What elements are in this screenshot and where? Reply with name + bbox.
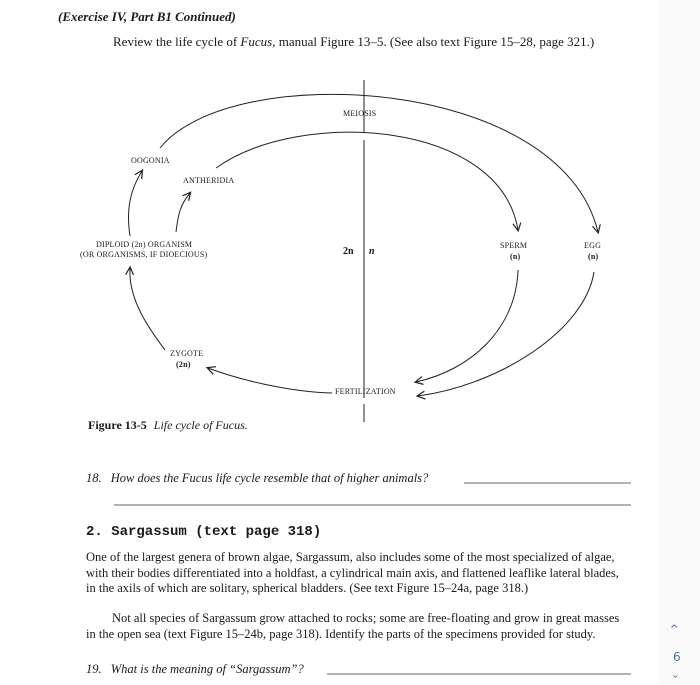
- question-18-number: 18.: [86, 471, 102, 485]
- figure-caption-label: Figure 13-5: [88, 418, 147, 432]
- sperm-label: SPERM: [500, 241, 528, 250]
- exercise-label: (Exercise IV, Part B1 Continued): [58, 9, 236, 24]
- arc-diploid-to-antheridia: [176, 193, 190, 232]
- zygote-label: ZYGOTE: [170, 349, 204, 358]
- egg-label: EGG: [584, 241, 602, 250]
- diploid-label-line1: DIPLOID (2n) ORGANISM: [96, 240, 193, 249]
- question-18-text: How does the Fucus life cycle resemble that of higher animals?: [110, 471, 429, 485]
- question-18: [86, 471, 428, 486]
- section-2-paragraph-1: One of the largest genera of brown algae, Sargassum, also includes some of the most specialized of algae, with their bodies differentiated into a holdfast, a cylindrical main axis, and flattened leaflike lateral blades, in the axils of which are solitary, spherical bladders. (See text Figure 15–24a, page 318.): [86, 550, 619, 595]
- intro-text-genus: Fucus: [240, 34, 273, 49]
- chevron-down-icon[interactable]: ‹: [668, 674, 682, 679]
- arc-egg-to-fertilization: [418, 272, 594, 396]
- section-2-paragraph-2: Not all species of Sargassum grow attached to rocks; some are free-floating and grow in great masses in the open sea (text Figure 15–24b, page 318). Identify the parts of the specimens provided for study.: [86, 611, 620, 641]
- arc-oogonia-to-egg: [160, 94, 598, 232]
- arc-sperm-to-fertilization: [416, 270, 518, 382]
- intro-text-c: , manual Figure 13–5. (See also text Figure 15–28, page 321.): [272, 34, 595, 49]
- fertilization-label: FERTILIZATION: [335, 387, 396, 396]
- arc-zygote-to-diploid: [130, 268, 165, 350]
- question-19-number: 19.: [86, 662, 102, 676]
- ploidy-n-label: n: [369, 246, 375, 257]
- chevron-up-icon[interactable]: ‹: [665, 623, 682, 629]
- sperm-ploidy: (n): [510, 252, 521, 261]
- figure-caption: [88, 418, 248, 433]
- figure-caption-text: Life cycle of Fucus.: [153, 418, 248, 432]
- arc-fertilization-to-zygote: [208, 368, 332, 393]
- diploid-label-line2: (OR ORGANISMS, IF DIOECIOUS): [80, 250, 208, 259]
- question-19: [86, 662, 304, 677]
- question-19-text: What is the meaning of “Sargassum”?: [110, 662, 304, 676]
- intro-text-a: Review the life cycle of: [113, 34, 241, 49]
- oogonia-label: OOGONIA: [131, 156, 170, 165]
- antheridia-label: ANTHERIDIA: [183, 176, 235, 185]
- ploidy-2n-label: 2n: [343, 246, 354, 257]
- section-2-heading: 2. Sargassum (text page 318): [86, 524, 322, 540]
- arc-diploid-to-oogonia: [129, 171, 143, 236]
- egg-ploidy: (n): [588, 252, 599, 261]
- arc-antheridia-to-sperm: [216, 132, 518, 230]
- page-number: 6: [673, 650, 681, 664]
- zygote-ploidy: (2n): [176, 360, 191, 369]
- meiosis-label: MEIOSIS: [343, 109, 377, 118]
